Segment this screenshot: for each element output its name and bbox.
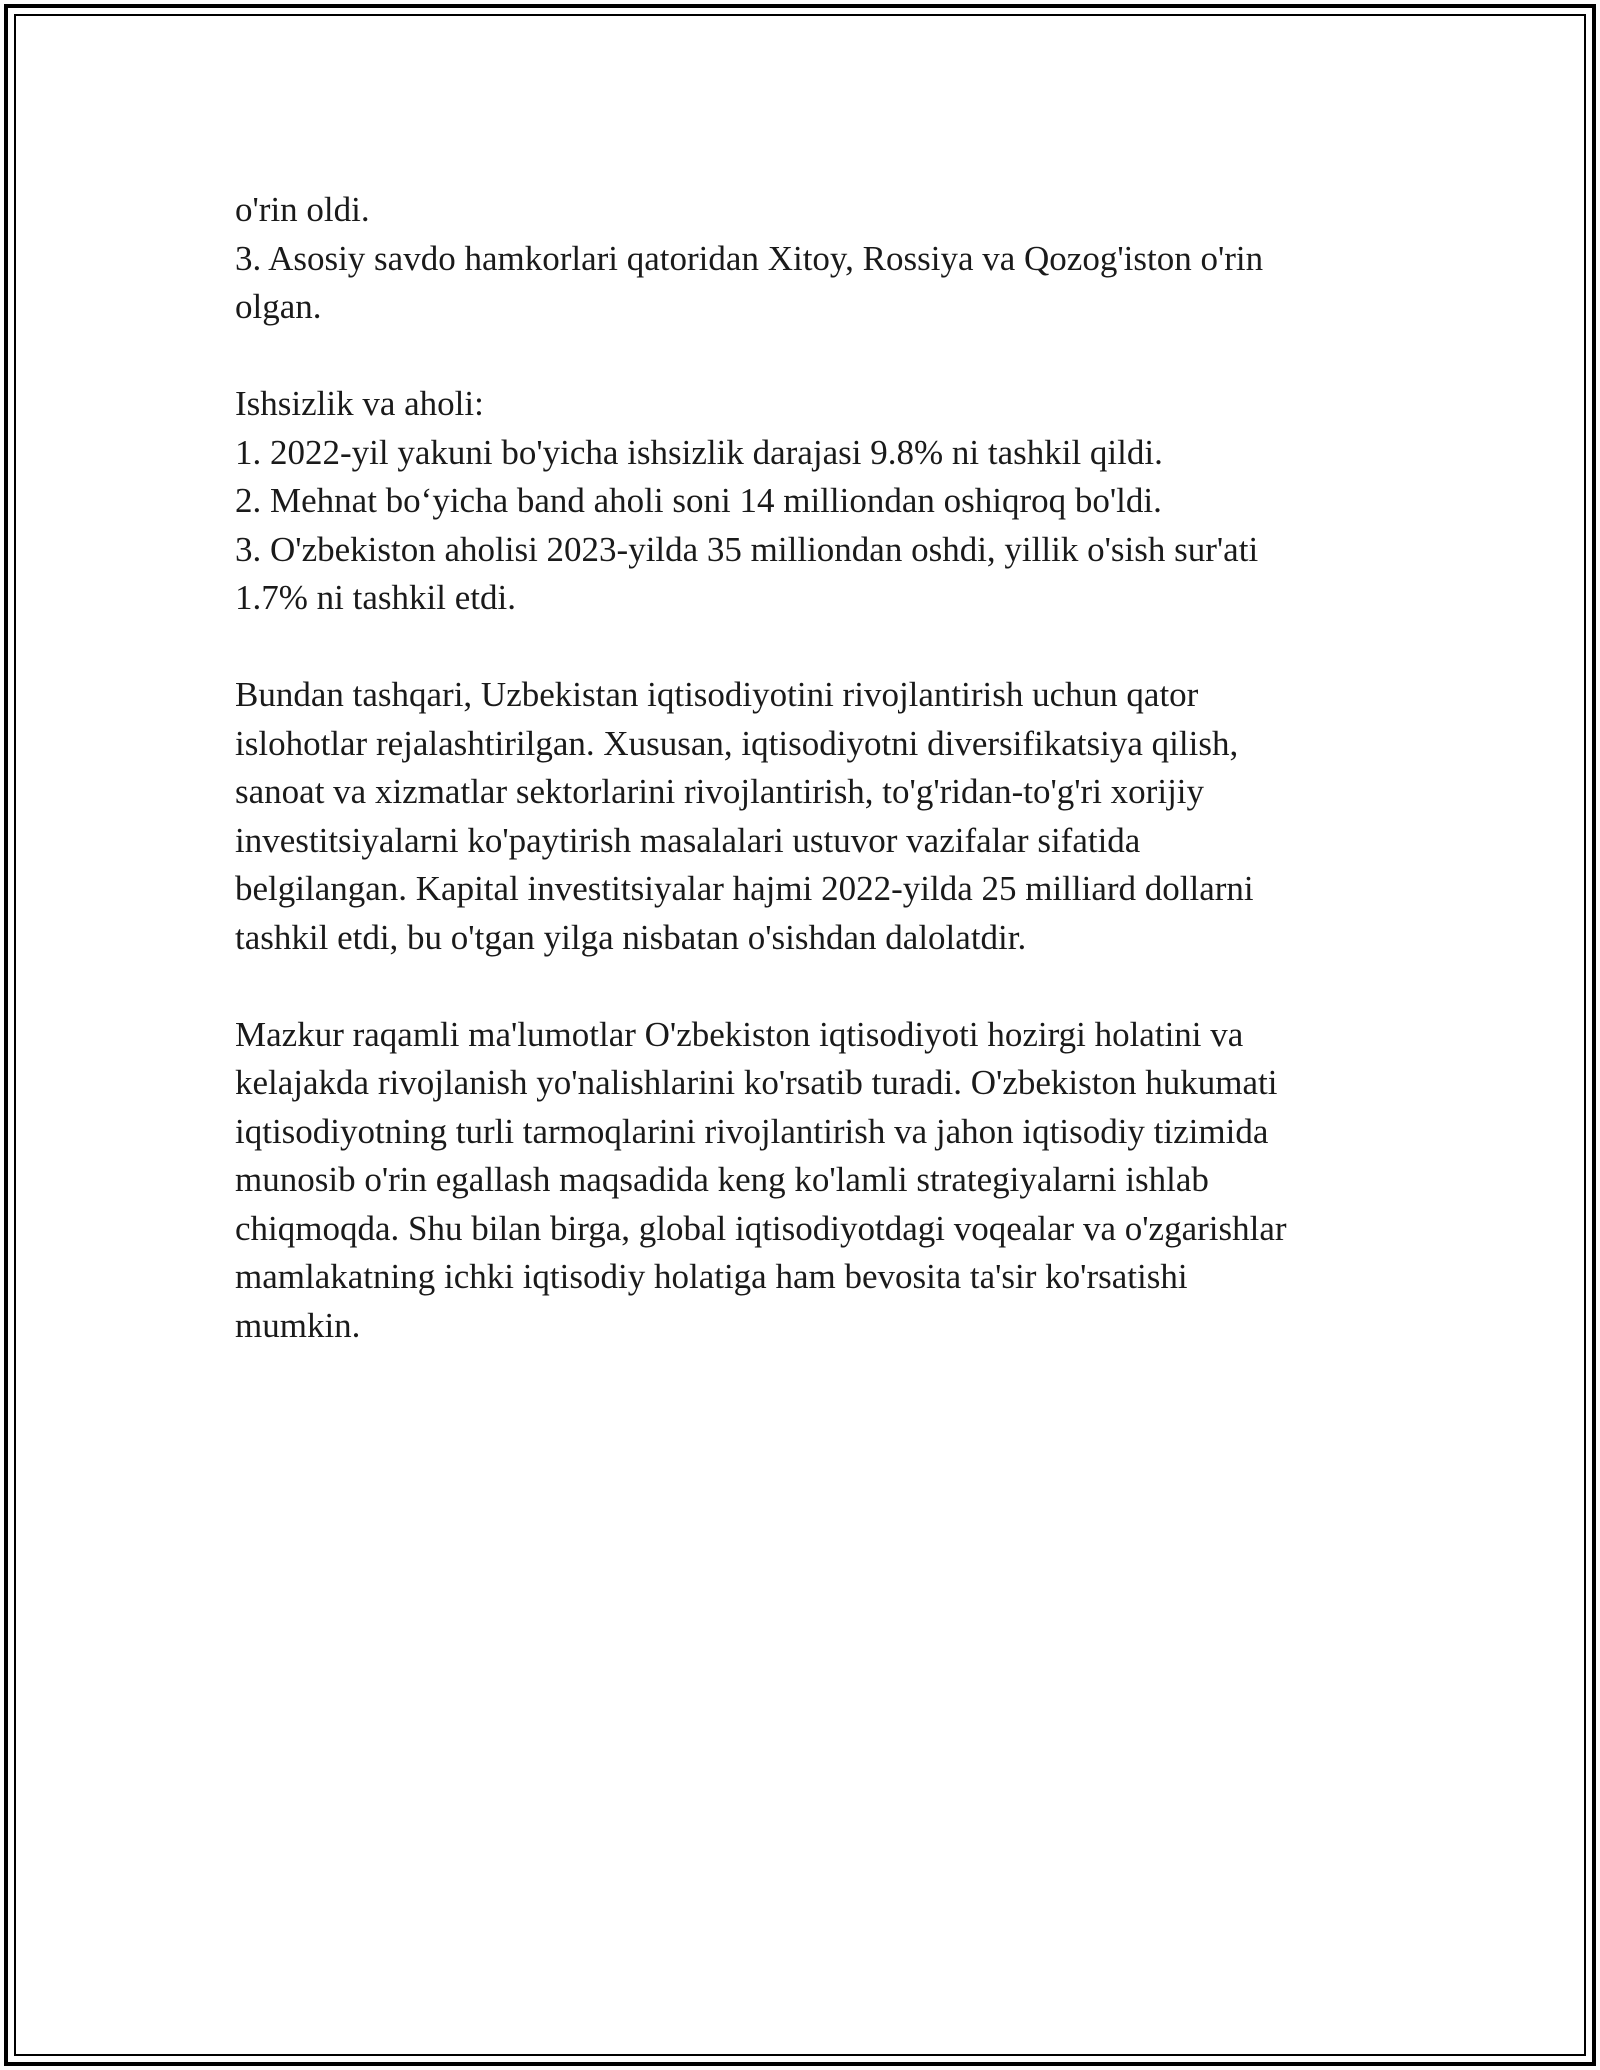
text-line: tashkil etdi, bu o'tgan yilga nisbatan o'sishdan dalolatdir. — [235, 917, 1027, 957]
section-heading: Ishsizlik va aholi: — [235, 384, 484, 423]
list-item: 1. 2022-yil yakuni bo'yicha ishsizlik darajasi 9.8% ni tashkil qildi. — [235, 432, 1163, 472]
text-line: islohotlar rejalashtirilgan. Xususan, iqtisodiyotni diversifikatsiya qilish, — [235, 723, 1239, 763]
text-line: mumkin. — [235, 1305, 361, 1345]
text-line: chiqmoqda. Shu bilan birga, global iqtisodiyotdagi voqealar va o'zgarishlar — [235, 1208, 1287, 1248]
list-item-continuation: 1.7% ni tashkil etdi. — [235, 578, 516, 617]
list-item: 3. O'zbekiston aholisi 2023-yilda 35 milliondan oshdi, yillik o'sish sur'ati — [235, 529, 1259, 569]
text-line: Mazkur raqamli ma'lumotlar O'zbekiston iqtisodiyoti hozirgi holatini va — [235, 1014, 1244, 1054]
text-line: sanoat va xizmatlar sektorlarini rivojlantirish, to'g'ridan-to'g'ri xorijiy — [235, 772, 1205, 811]
text-line: mamlakatning ichki iqtisodiy holatiga ham bevosita ta'sir ko'rsatishi — [235, 1257, 1188, 1296]
text-line: munosib o'rin egallash maqsadida keng ko'lamli strategiyalarni ishlab — [235, 1160, 1209, 1199]
paragraph-spacer — [235, 962, 1365, 1011]
paragraph-spacer — [235, 623, 1365, 672]
text-line: Bundan tashqari, Uzbekistan iqtisodiyotini rivojlantirish uchun qator — [235, 675, 1199, 714]
text-line: belgilangan. Kapital investitsiyalar hajmi 2022-yilda 25 milliard dollarni — [235, 869, 1254, 908]
document-body — [235, 186, 1365, 1350]
text-line: o'rin oldi. — [235, 190, 370, 229]
text-line: 3. Asosiy savdo hamkorlari qatoridan Xitoy, Rossiya va Qozog'iston o'rin — [235, 238, 1264, 278]
text-line: investitsiyalarni ko'paytirish masalalari ustuvor vazifalar sifatida — [235, 820, 1141, 860]
text-line: kelajakda rivojlanish yo'nalishlarini ko'rsatib turadi. O'zbekiston hukumati — [235, 1063, 1278, 1102]
text-line: olgan. — [235, 287, 322, 326]
list-item: 2. Mehnat bo‘yicha band aholi soni 14 milliondan oshiqroq bo'ldi. — [235, 481, 1162, 520]
paragraph-spacer — [235, 332, 1365, 381]
text-line: iqtisodiyotning turli tarmoqlarini rivojlantirish va jahon iqtisodiy tizimida — [235, 1111, 1269, 1151]
